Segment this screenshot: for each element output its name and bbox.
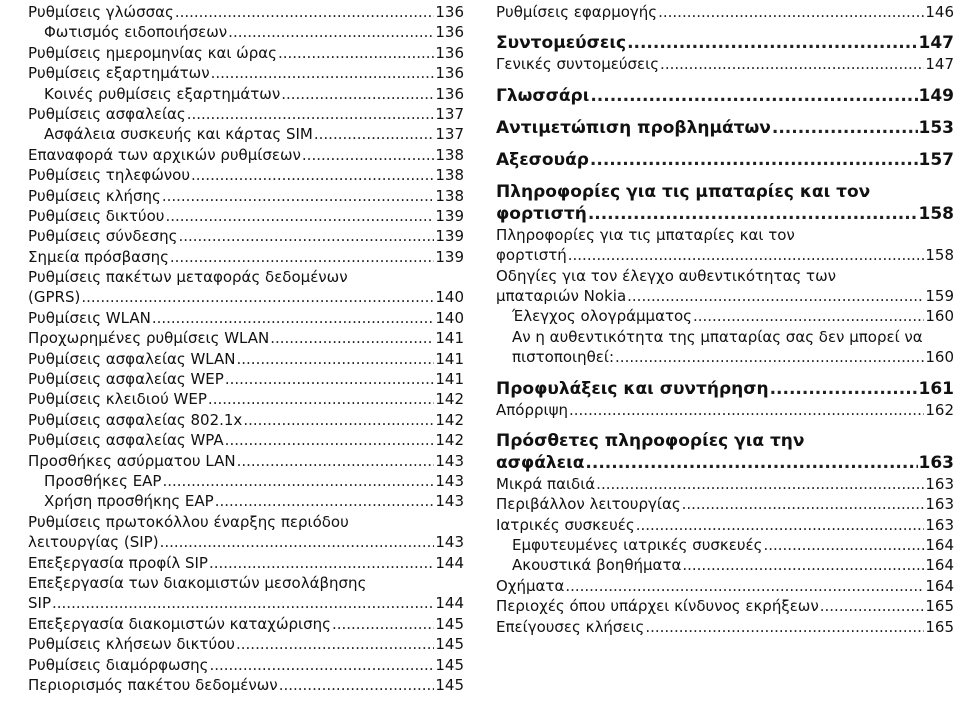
index-entry [496,400,954,420]
page-number: 140 [435,288,464,307]
entry-text: φορτιστή [496,246,567,265]
entry-text: Ρυθμίσεις WLAN [28,308,151,327]
leader-dots [175,2,435,22]
leader-dots [215,491,435,511]
leader-dots [302,145,434,165]
page-number: 157 [918,149,954,170]
index-entry [28,84,464,104]
leader-dots [590,85,917,107]
page-number: 164 [925,536,954,555]
index-heading [496,85,954,107]
entry-text: Γενικές συντομεύσεις [496,55,660,74]
entry-text: Προχωρημένες ρυθμίσεις WLAN [28,329,270,348]
page-number: 142 [435,431,464,450]
index-entry [28,308,464,328]
leader-dots [178,226,434,246]
leader-dots [228,22,434,42]
page-number: 141 [435,329,464,348]
page-number: 143 [435,471,464,490]
page-number: 163 [918,452,954,473]
entry-text: Χρήση προσθήκης EAP [44,492,214,511]
index-column-left [28,2,464,695]
entry-text: Ρυθμίσεις εξαρτημάτων [28,64,210,83]
entry-text: Ρυθμίσεις ασφαλείας WEP [28,370,224,389]
index-entry [28,349,464,369]
heading-text: Αντιμετώπιση προβλημάτων [496,117,771,138]
entry-text: Ρυθμίσεις ασφαλείας [28,104,186,123]
index-heading [496,203,954,225]
leader-dots [209,553,434,573]
heading-text-line: Πληροφορίες για τις μπαταρίες και τον [496,181,871,202]
page-number: 143 [435,451,464,470]
entry-text: Κοινές ρυθμίσεις εξαρτημάτων [44,84,281,103]
entry-text: (GPRS) [28,288,81,307]
index-entry [496,535,954,555]
index-entry [28,124,464,144]
index-entry [28,43,464,63]
index-entry [28,451,464,471]
index-column-right [496,2,954,637]
index-heading [496,149,954,171]
index-entry [28,206,464,226]
entry-text-line: Ρυθμίσεις πρωτοκόλλου έναρξης περιόδου [28,512,349,531]
heading-text: Συντομεύσεις [496,33,627,54]
page-number: 163 [925,474,954,493]
leader-dots [569,400,924,420]
leader-dots [763,535,924,555]
index-entry [28,2,464,22]
leader-dots [243,410,434,430]
leader-dots [279,675,435,695]
entry-text: Επεξεργασία προφίλ SIP [28,553,208,572]
entry-text: Ρυθμίσεις γλώσσας [28,3,174,21]
heading-text-line: Πρόσθετες πληροφορίες για την [496,430,805,451]
page-number: 143 [435,492,464,511]
leader-dots [314,124,434,144]
entry-text: Επείγουσες κλήσεις [496,617,645,636]
leader-dots [615,347,924,367]
entry-text: Φωτισμός ειδοποιήσεων [44,23,228,42]
heading-text: φορτιστή [496,203,587,224]
leader-dots [152,308,435,328]
index-entry [496,306,954,326]
index-entry [28,430,464,450]
page-number: 145 [435,675,464,694]
leader-dots [162,186,435,206]
page-number: 138 [435,166,464,185]
entry-text: Επαναφορά των αρχικών ρυθμίσεων [28,145,301,164]
entry-text: Επεξεργασία διακομιστών καταχώρισης [28,614,331,633]
page-number: 136 [435,84,464,103]
leader-dots [278,43,434,63]
entry-text: Οχήματα [496,576,565,595]
page-number: 159 [925,286,954,305]
leader-dots [165,206,434,226]
leader-dots [162,471,434,491]
index-entry [496,494,954,514]
entry-text: Προσθήκες ασύρματου LAN [28,451,236,470]
leader-dots [636,515,925,535]
page-number: 140 [435,308,464,327]
page-number: 136 [435,64,464,83]
entry-text-line: Πληροφορίες για τις μπαταρίες και τον [496,225,795,244]
entry-text: SIP [28,594,51,613]
page-number: 165 [925,597,954,616]
page-number: 162 [925,400,954,419]
index-entry [28,247,464,267]
index-entry [28,471,464,491]
entry-text: Ρυθμίσεις σύνδεσης [28,227,178,246]
page-number: 144 [435,594,464,613]
index-entry [496,286,954,306]
index-entry [28,675,464,695]
leader-dots [820,596,925,616]
index-entry [28,655,464,675]
index-entry [28,389,464,409]
index-entry [496,576,954,596]
page-number: 139 [435,247,464,266]
page-number: 144 [435,553,464,572]
leader-dots [596,474,924,494]
entry-text-line: Επεξεργασία των διακομιστών μεσολάβησης [28,573,367,592]
leader-dots [187,104,435,124]
entry-text-line: Αν η αυθεντικότητα της μπαταρίας σας δεν μπορεί να [512,327,923,346]
page-number: 136 [435,23,464,42]
page-number: 136 [435,43,464,62]
leader-dots [772,117,918,139]
index-entry [496,474,954,494]
leader-dots [209,655,434,675]
leader-dots [208,389,434,409]
entry-text-line: Οδηγίες για τον έλεγχο αυθεντικότητας των [496,266,837,285]
page-number: 147 [918,33,954,54]
entry-text: Μικρά παιδιά [496,474,596,493]
index-heading [496,452,954,474]
entry-text: Ρυθμίσεις ημερομηνίας και ώρας [28,43,277,62]
page-number: 141 [435,370,464,389]
page-number: 147 [925,55,954,74]
index-entry [496,2,954,22]
page-number: 164 [925,556,954,575]
page-number: 164 [925,576,954,595]
page-number: 163 [925,495,954,514]
page-number: 153 [918,117,954,138]
entry-text: Σημεία πρόσβασης [28,247,169,266]
leader-dots [568,245,925,265]
page-number: 138 [435,186,464,205]
leader-dots [270,328,434,348]
leader-dots [191,165,434,185]
leader-dots [237,451,435,471]
index-entry [496,617,954,637]
entry-text: Ρυθμίσεις ασφαλείας 802.1x [28,410,243,429]
entry-text: Ρυθμίσεις δικτύου [28,206,165,225]
entry-text: Απόρριψη [496,400,568,419]
entry-text: Ρυθμίσεις ασφαλείας WLAN [28,349,236,368]
leader-dots [52,593,434,613]
index-entry [28,634,464,654]
page-number: 142 [435,410,464,429]
page-number: 136 [435,3,464,21]
entry-text: Ιατρικές συσκευές [496,515,635,534]
leader-dots [585,452,917,474]
page-number: 145 [435,635,464,654]
heading-text: ασφάλεια [496,452,585,473]
page-number: 141 [435,349,464,368]
entry-text: Ασφάλεια συσκευής και κάρτας SIM [44,125,313,144]
page-number: 149 [918,85,954,106]
entry-text: Προσθήκες EAP [44,471,162,490]
index-entry [28,226,464,246]
index-heading [496,378,954,400]
page-number: 139 [435,206,464,225]
leader-dots [693,306,924,326]
entry-text: Έλεγχος ολογράμματος [512,307,692,326]
entry-text: Ρυθμίσεις διαμόρφωσης [28,655,209,674]
page-number: 142 [435,390,464,409]
index-entry [28,104,464,124]
page-number: 143 [435,533,464,552]
index-entry [28,145,464,165]
leader-dots [211,63,435,83]
index-entry [28,369,464,389]
entry-text: Περιβάλλον λειτουργίας [496,495,681,514]
leader-dots [682,494,925,514]
index-entry [496,245,954,265]
page-number: 138 [435,145,464,164]
leader-dots [588,203,918,225]
index-entry [496,54,954,74]
leader-dots [170,247,434,267]
leader-dots [565,576,924,596]
index-heading [496,117,954,139]
leader-dots [627,32,917,54]
leader-dots [81,287,434,307]
page-number: 158 [918,203,954,224]
entry-text: μπαταριών Nokia [496,286,627,305]
index-entry [28,22,464,42]
page-number: 137 [435,104,464,123]
entry-text: Ρυθμίσεις ασφαλείας WPA [28,431,224,450]
page-number: 158 [925,246,954,265]
leader-dots [682,555,924,575]
page-number: 145 [435,614,464,633]
page-number: 137 [435,125,464,144]
index-entry [28,614,464,634]
index-entry [496,347,954,367]
leader-dots [236,634,434,654]
index-entry [28,328,464,348]
page-number: 145 [435,655,464,674]
index-entry [28,63,464,83]
index-entry [28,186,464,206]
page-number: 146 [925,3,954,21]
index-entry [28,287,464,307]
leader-dots [627,286,924,306]
heading-text: Γλωσσάρι [496,85,590,106]
leader-dots [770,378,918,400]
leader-dots [660,54,924,74]
index-entry [496,596,954,616]
index-entry [28,491,464,511]
leader-dots [658,2,924,22]
entry-text: Ρυθμίσεις κλήσεων δικτύου [28,635,235,654]
page-number: 163 [925,515,954,534]
index-entry [28,532,464,552]
leader-dots [332,614,434,634]
index-entry [496,515,954,535]
entry-text: Περιοχές όπου υπάρχει κίνδυνος εκρήξεων [496,597,819,616]
index-entry [28,593,464,613]
index-heading [496,32,954,54]
page-number: 160 [925,307,954,326]
index-entry [28,410,464,430]
leader-dots [281,84,434,104]
entry-text: Ακουστικά βοηθήματα [512,556,682,575]
leader-dots [237,349,435,369]
heading-text: Προφυλάξεις και συντήρηση [496,378,769,399]
entry-text-line: Ρυθμίσεις πακέτων μεταφοράς δεδομένων [28,268,348,287]
leader-dots [225,369,435,389]
heading-text: Αξεσουάρ [496,149,589,170]
index-entry [28,165,464,185]
page-number: 160 [925,348,954,367]
page-number: 139 [435,227,464,246]
leader-dots [160,532,435,552]
entry-text: Ρυθμίσεις κλειδιού WEP [28,390,207,409]
index-entry [28,553,464,573]
entry-text: Ρυθμίσεις εφαρμογής [496,3,658,21]
leader-dots [645,617,924,637]
entry-text: Ρυθμίσεις κλήσης [28,186,161,205]
entry-text: Εμφυτευμένες ιατρικές συσκευές [512,536,763,555]
leader-dots [225,430,435,450]
entry-text: λειτουργίας (SIP) [28,533,159,552]
page-number: 161 [918,378,954,399]
page-number: 165 [925,617,954,636]
entry-text: Περιορισμός πακέτου δεδομένων [28,675,278,694]
index-entry [496,555,954,575]
entry-text: Ρυθμίσεις τηλεφώνου [28,166,190,185]
leader-dots [590,149,918,171]
entry-text: πιστοποιηθεί: [512,348,615,367]
